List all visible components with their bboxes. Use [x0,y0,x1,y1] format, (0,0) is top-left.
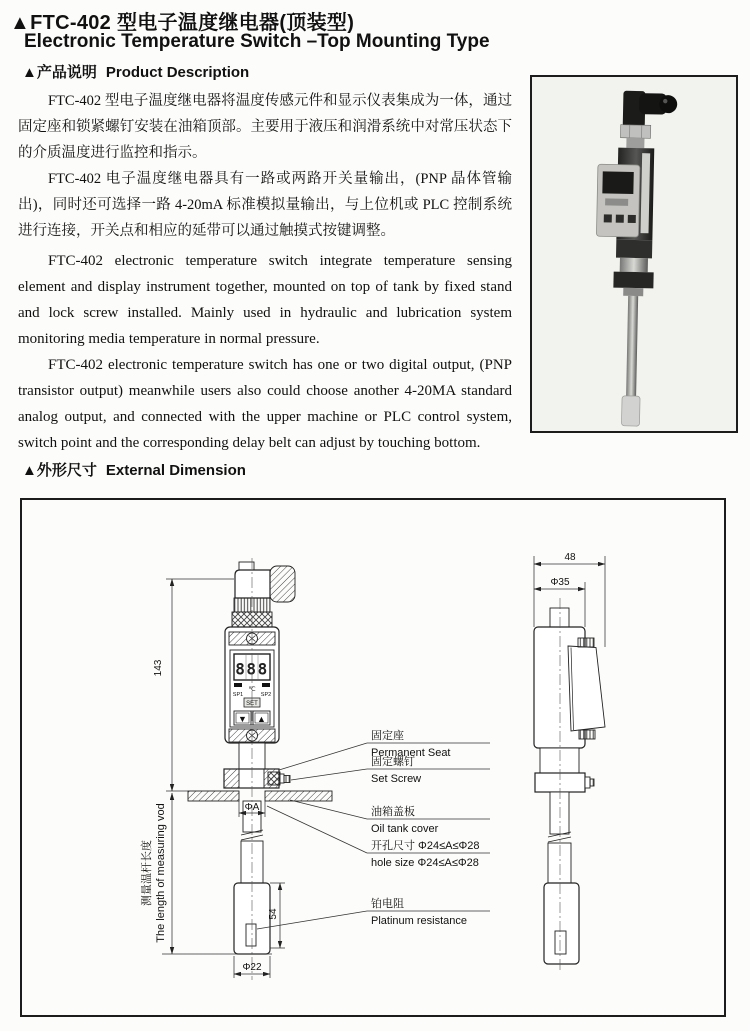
side-stem-upper [550,792,569,834]
paragraph-en-2: FTC-402 electronic temperature switch has one or two digital output, (PNP transistor output) meanwhile users also could choose another 4-20MA standard analog output, and connected with the upper machine or PLC control system, switch point and the corresponding delay belt can adjust by touching bottom. [18,357,512,451]
callout-hole-en: hole size Φ24≤A≤Φ28 [371,857,479,869]
section-heading-dimension [22,459,246,480]
sp2-label: SP2 [260,692,272,698]
callout-pt-zh: 铂电阻 [371,898,404,910]
side-set-screw [590,779,594,786]
section-heading-product [22,61,249,82]
dimension-drawing [22,500,724,1015]
dim-phi35-label: Φ35 [550,577,570,588]
rod-length-label-en: The length of measuring vod [155,803,167,943]
product-photo [532,77,736,431]
section-dimension-zh: ▲外形尺寸 [22,462,97,479]
page-title-en: Electronic Temperature Switch –Top Mounting Type [24,31,490,52]
tank-cover-right [265,791,332,801]
side-platinum-element [555,931,566,954]
callout-hole-zh: 开孔尺寸 Φ24≤A≤Φ28 [371,840,480,852]
callout-seat-en: Permanent Seat [371,747,451,759]
sp1-indicator [234,683,242,687]
side-view [534,598,605,972]
callout-screw-zh: 固定螺钉 [371,756,415,768]
sp1-label: SP1 [232,692,244,698]
tank-cover-left [188,791,239,801]
section-dimension-en: External Dimension [105,462,246,479]
dim-phiA-label: ΦA [244,802,260,813]
product-photo-frame [530,75,738,433]
dim-height-label: 143 [153,659,164,677]
cable-gland [270,566,295,602]
dimension-drawing-frame [20,498,726,1017]
callout-seat-zh: 固定座 [371,730,404,742]
section-product-en: Product Description [105,64,250,81]
paragraph-zh-2: FTC-402 电子温度继电器具有一路或两路开关量输出，(PNP 晶体管输出)，同时还可选择一路 4-20mA 标准模拟量输出，与上位机或 PLC 控制系统进行连接，开关点和相应的延带可以通过触摸式按键调整。 [18,171,512,239]
display-digits: 888 [235,659,269,679]
side-stem-lower [548,843,571,883]
celsius-label: ℃ [248,686,256,693]
side-connector-stub [550,608,569,627]
product-photo-device [592,90,677,427]
arrow-up-icon: ▲ [257,714,266,724]
side-neck [540,748,579,773]
set-screw [268,772,280,785]
description-text [18,88,512,456]
dim-phi22-label: Φ22 [242,962,262,973]
callout-cover-en: Oil tank cover [371,823,439,835]
page-title-zh: ▲FTC-402 型电子温度继电器(顶装型) [10,12,355,34]
section-product-zh: ▲产品说明 [22,64,97,81]
paragraph-en-1: FTC-402 electronic temperature switch integrate temperature sensing element and display instrument together, mounted on top of tank by fixed stand and lock screw installed. Mainly used in hydraulic and lubrication system monitoring media temperature in normal pressure. [18,253,512,347]
dim-tip-length-label: 54 [268,908,279,920]
arrow-down-icon: ▼ [238,714,247,724]
front-view [188,558,332,980]
panel-hinge-bottom [579,730,595,739]
dim-width-label: 48 [564,552,576,563]
side-display-panel [568,646,605,731]
callout-screw-en: Set Screw [371,773,422,785]
platinum-element [246,924,256,946]
sp2-indicator [262,683,270,687]
rod-length-label-zh: 测量温杆长度 [141,840,153,906]
paragraph-zh-1: FTC-402 型电子温度继电器将温度传感元件和显示仪表集成为一体，通过固定座和锁紧螺钉安装在油箱顶部。主要用于液压和润滑系统中对常压状态下的介质温度进行监控和指示。 [18,93,512,161]
panel-hinge-top [578,638,594,647]
callout-cover-zh: 油箱盖板 [371,806,415,818]
callouts [257,728,490,929]
callout-pt-en: Platinum resistance [371,915,467,927]
set-button-label: SET [246,701,258,707]
elbow-connector [235,570,270,598]
